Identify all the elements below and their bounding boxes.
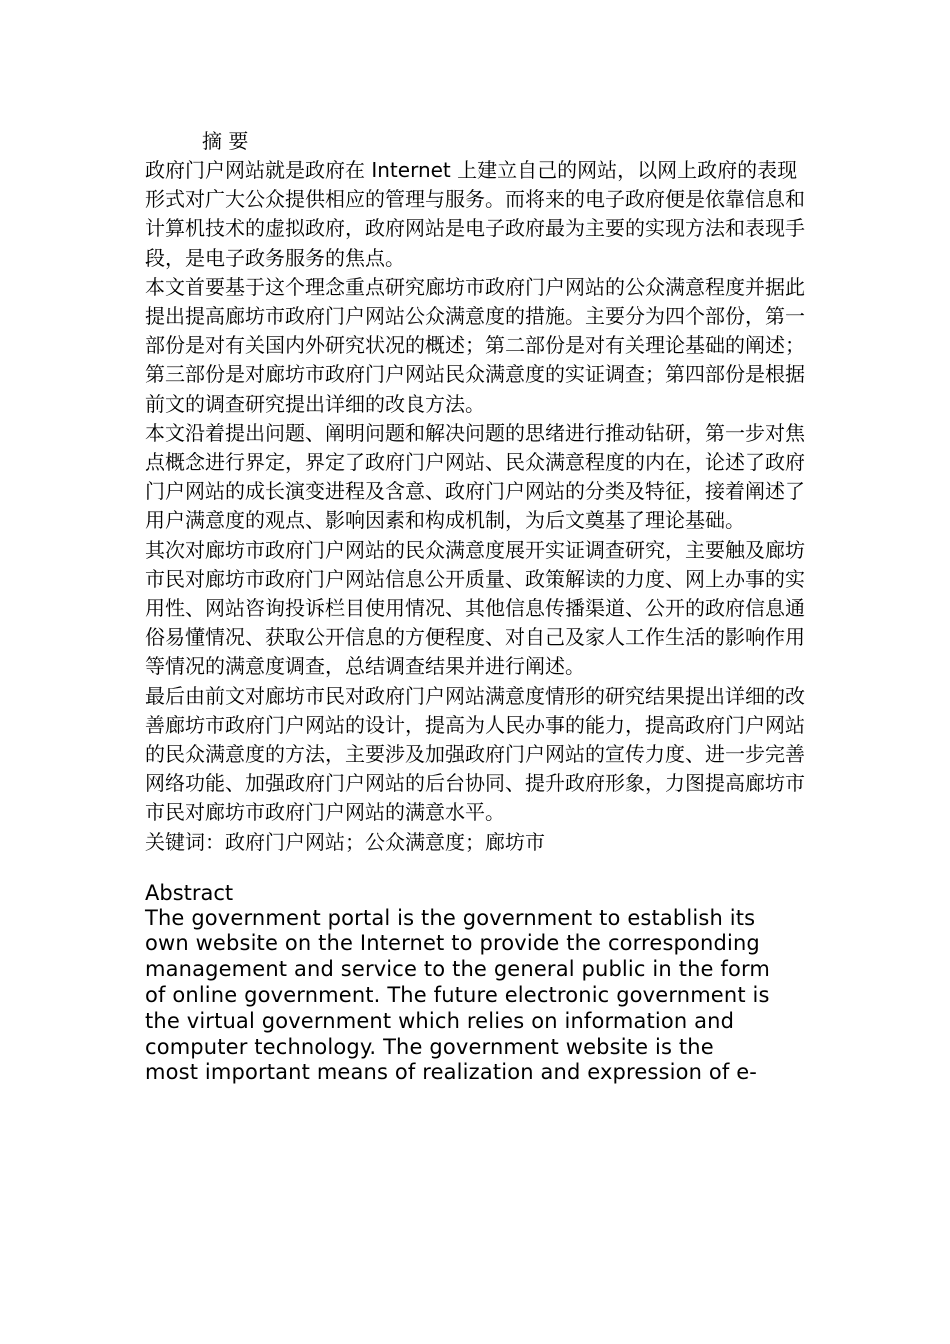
keywords-line: 关键词：政府门户网站；公众满意度；廊坊市 bbox=[145, 829, 545, 854]
abstract-en-line: The government portal is the government to establish its bbox=[145, 905, 756, 930]
abstract-en-line: computer technology. The government website is the bbox=[145, 1034, 714, 1059]
abstract-cn-paragraph-1: 政府门户网站就是政府在 Internet 上建立自己的网站，以网上政府的表现形式对广大公众提供相应的管理与服务。而将来的电子政府便是依靠信息和计算机技术的虚拟政府，政府网站是电子政府最为主要的实现方法和表现手段，是电子政务服务的焦点。 bbox=[145, 158, 805, 270]
abstract-en-line: own website on the Internet to provide the corresponding bbox=[145, 931, 760, 956]
abstract-cn-paragraph-5: 最后由前文对廊坊市民对政府门户网站满意度情形的研究结果提出详细的改善廊坊市政府门户网站的设计，提高为人民办事的能力，提高政府门户网站的民众满意度的方法，主要涉及加强政府门户网站的宣传力度、进一步完善网络功能、加强政府门户网站的后台协同、提升政府形象，力图提高廊坊市市民对廊坊市政府门户网站的满意水平。 bbox=[145, 683, 805, 825]
abstract-en-body bbox=[145, 906, 810, 1087]
abstract-cn-paragraph-4: 其次对廊坊市政府门户网站的民众满意度展开实证调查研究，主要触及廊坊市民对廊坊市政府门户网站信息公开质量、政策解读的力度、网上办事的实用性、网站咨询投诉栏目使用情况、其他信息传播渠道、公开的政府信息通俗易懂情况、获取公开信息的方便程度、对自己及家人工作生活的影响作用等情况的满意度调查，总结调查结果并进行阐述。 bbox=[145, 537, 805, 679]
abstract-en-line: the virtual government which relies on information and bbox=[145, 1008, 735, 1033]
section-spacer bbox=[145, 857, 810, 880]
abstract-cn-title: 摘 要 bbox=[202, 129, 249, 153]
abstract-en-line: of online government. The future electronic government is bbox=[145, 983, 770, 1008]
abstract-cn-paragraph-3: 本文沿着提出问题、阐明问题和解决问题的思绪进行推动钻研，第一步对焦点概念进行界定，界定了政府门户网站、民众满意程度的内在，论述了政府门户网站的成长演变进程及含意、政府门户网站的分类及特征，接着阐述了用户满意度的观点、影响因素和构成机制，为后文奠基了理论基础。 bbox=[145, 420, 805, 533]
abstract-en-title: Abstract bbox=[145, 880, 234, 905]
abstract-en-line: most important means of realization and expression of e- bbox=[145, 1060, 758, 1085]
abstract-cn-paragraph-2: 本文首要基于这个理念重点研究廊坊市政府门户网站的公众满意程度并据此提出提高廊坊市政府门户网站公众满意度的措施。主要分为四个部份，第一部份是对有关国内外研究状况的概述；第二部份是对有关理论基础的阐述；第三部份是对廊坊市政府门户网站民众满意度的实证调查；第四部份是根据前文的调查研究提出详细的改良方法。 bbox=[145, 274, 805, 416]
document-page bbox=[145, 126, 810, 1086]
abstract-en-line: management and service to the general public in the form bbox=[145, 957, 770, 982]
